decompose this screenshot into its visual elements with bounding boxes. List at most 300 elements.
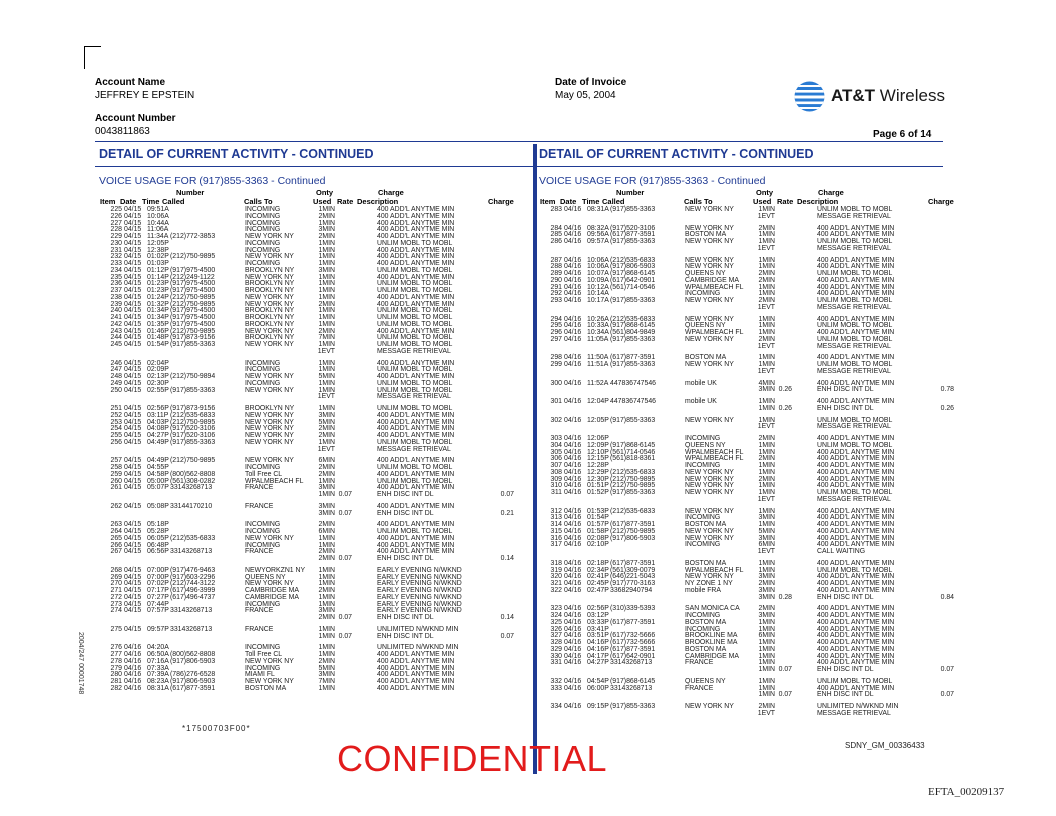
cell-called: (917)770-3163 <box>610 580 656 587</box>
cell-used: 2MIN <box>758 580 775 587</box>
cell-time: 08:31A <box>147 684 169 692</box>
cell-time: 02:08P <box>587 534 609 542</box>
cell-description: UNLIM MOBL TO MOBL <box>817 297 893 304</box>
cell-calls-to: BROOKLYN NY <box>245 405 295 412</box>
cell-calls-to: INCOMING <box>685 612 721 619</box>
cell-used: 1MIN <box>758 283 775 291</box>
cell-description: 400 ADD'L ANYTME MIN <box>377 411 455 419</box>
cell-called: (212)750-9895 <box>610 482 656 490</box>
cell-description: 400 ADD'L ANYTME MIN <box>817 276 895 284</box>
table-row <box>100 633 520 640</box>
cell-description: 400 ADD'L ANYTME MIN <box>377 206 455 213</box>
brand-rest: Wireless <box>875 86 945 105</box>
cell-calls-to: FRANCE <box>245 484 274 492</box>
cell-calls-to: QUEENS NY <box>685 677 726 685</box>
cell-time: 05:28P <box>147 528 169 535</box>
cell-called: (617)732-5666 <box>610 632 656 640</box>
cell-description: UNLIM MOBL TO MOBL <box>817 238 893 245</box>
cell-description: MESSAGE RETRIEVAL <box>817 212 891 220</box>
cell-description: 400 ADD'L ANYTME MIN <box>817 329 895 336</box>
cell-item: 240 <box>110 307 122 315</box>
cell-date: 04/15 <box>124 548 142 556</box>
cell-used: 1MIN <box>318 280 335 288</box>
cell-called: (561)308-0282 <box>170 477 216 485</box>
cell-item: 260 <box>110 477 122 485</box>
cell-called: (917)868-6145 <box>610 677 656 685</box>
cell-called: (617)642-0901 <box>610 276 656 284</box>
cell-calls-to: NEW YORK NY <box>245 293 294 301</box>
cell-used: 1MIN <box>318 219 335 227</box>
table-row <box>540 386 960 393</box>
cell-date: 04/16 <box>564 507 582 515</box>
cell-description: 400 ADD'L ANYTME MIN <box>817 625 895 633</box>
cell-description: UNLIM MOBL TO MOBL <box>377 314 453 321</box>
cell-date: 04/16 <box>564 276 582 284</box>
cell-used: 1MIN <box>758 361 775 368</box>
cell-time: 10:26A <box>587 315 609 323</box>
cell-date: 04/15 <box>124 233 142 240</box>
cell-calls-to: FRANCE <box>245 502 274 510</box>
cell-used: 1MIN <box>318 307 335 315</box>
cell-used: 1MIN <box>318 580 335 588</box>
cell-description: CALL WAITING <box>817 548 866 555</box>
cell-item: 250 <box>110 386 122 394</box>
cell-description: ENH DISC INT DL <box>817 666 874 673</box>
cell-calls-to: NEW YORK NY <box>245 373 294 380</box>
cell-item: 225 <box>110 206 122 213</box>
cell-time: 06:00P <box>587 684 609 692</box>
cell-called: (617)877-3591 <box>610 521 656 528</box>
cell-description: 400 ADD'L ANYTME MIN <box>377 246 455 254</box>
header-called-left: Called <box>162 197 185 206</box>
cell-item: 330 <box>550 652 562 660</box>
cell-item: 226 <box>110 212 122 220</box>
cell-description: UNLIM MOBL TO MOBL <box>377 438 453 446</box>
cell-item: 329 <box>550 645 562 653</box>
cell-time: 04:27P <box>147 432 169 439</box>
cell-description: EARLY EVENING N/WKND <box>377 593 462 601</box>
cell-description: 400 ADD'L ANYTME MIN <box>817 645 895 653</box>
cell-date: 04/15 <box>124 212 142 220</box>
cell-used: 1MIN <box>758 263 775 271</box>
cell-date: 04/16 <box>564 361 582 368</box>
cell-description: 400 ADD'L ANYTME MIN <box>817 580 895 587</box>
cell-used: 3MIN <box>758 593 775 601</box>
header-number-right: Number <box>616 188 645 197</box>
cell-date: 04/16 <box>564 645 582 653</box>
cell-description: MESSAGE RETRIEVAL <box>817 423 891 431</box>
cell-time: 11:51A <box>587 361 609 368</box>
cell-rate: 0.26 <box>778 404 792 412</box>
cell-calls-to: WPALMBEACH FL <box>685 283 744 291</box>
header-charge-left: Charge <box>488 197 514 206</box>
cell-date: 04/15 <box>124 625 142 633</box>
cell-calls-to: BOSTON MA <box>245 684 287 692</box>
cell-used: 1MIN <box>318 287 335 294</box>
table-row <box>540 405 960 412</box>
cell-description: 400 ADD'L ANYTME MIN <box>817 290 895 298</box>
cell-calls-to: NY ZONE 1 NY <box>685 580 733 587</box>
cell-description: 400 ADD'L ANYTME MIN <box>817 527 895 535</box>
cell-description: 400 ADD'L ANYTME MIN <box>817 263 895 271</box>
cell-used: 1MIN <box>758 398 775 405</box>
cell-description: 400 ADD'L ANYTME MIN <box>817 315 895 323</box>
cell-calls-to: INCOMING <box>685 462 721 469</box>
cell-used: 1EVT <box>757 548 775 555</box>
cell-description: 400 ADD'L ANYTME MIN <box>817 462 895 469</box>
cell-calls-to: WPALMBEACH FL <box>685 566 744 574</box>
header-description-right: Description <box>797 197 839 206</box>
cell-called: (561)818-8361 <box>610 455 656 463</box>
cell-description: 400 ADD'L ANYTME MIN <box>817 256 895 264</box>
cell-item: 236 <box>110 280 122 288</box>
cell-description: ENH DISC INT DL <box>817 386 874 394</box>
cell-calls-to: NEW YORK NY <box>685 238 734 245</box>
table-row <box>540 594 960 601</box>
cell-time: 04:20A <box>147 644 169 652</box>
cell-used: 1EVT <box>757 709 775 717</box>
cell-time: 07:00P <box>147 573 169 581</box>
cell-used: 3MIN <box>318 607 335 615</box>
cell-used: 1MIN <box>318 541 335 549</box>
cell-date: 04/16 <box>564 315 582 323</box>
cell-used: 1MIN <box>318 273 335 281</box>
cell-item: 257 <box>110 457 122 465</box>
cell-description: 400 ADD'L ANYTME MIN <box>817 514 895 522</box>
cell-description: EARLY EVENING N/WKND <box>377 580 462 588</box>
cell-description: UNLIM MOBL TO MOBL <box>377 341 453 348</box>
cell-date: 04/15 <box>124 366 142 374</box>
cell-calls-to: NEWYORKZN1 NY <box>245 566 306 574</box>
cell-used: 1MIN <box>758 507 775 515</box>
cell-called: (917)806-5903 <box>610 534 656 542</box>
cell-calls-to: NEW YORK NY <box>245 457 294 465</box>
cell-description: 400 ADD'L ANYTME MIN <box>377 212 455 220</box>
cell-description: 400 ADD'L ANYTME MIN <box>377 233 455 240</box>
cell-rate: 0.07 <box>338 614 352 621</box>
cell-item: 302 <box>550 416 562 424</box>
cell-item: 323 <box>550 605 562 613</box>
cell-used: 1MIN <box>758 691 775 699</box>
cell-date: 04/16 <box>564 559 582 567</box>
cell-description: 400 ADD'L ANYTME MIN <box>817 507 895 515</box>
cell-description: 400 ADD'L ANYTME MIN <box>377 671 455 679</box>
cell-description: 400 ADD'L ANYTME MIN <box>817 573 895 581</box>
table-row <box>540 304 960 311</box>
cell-used: 3MIN <box>758 586 775 594</box>
cell-used: 1MIN <box>758 468 775 476</box>
cell-time: 01:57P <box>587 521 609 528</box>
cell-used: 3MIN <box>318 502 335 510</box>
cell-description: 400 ADD'L ANYTME MIN <box>817 559 895 567</box>
cell-used: 1MIN <box>318 341 335 348</box>
cell-description: 400 ADD'L ANYTME MIN <box>817 541 895 549</box>
cell-description: 400 ADD'L ANYTME MIN <box>377 273 455 281</box>
cell-used: 5MIN <box>758 527 775 535</box>
cell-description: ENH DISC INT DL <box>377 632 434 640</box>
cell-item: 271 <box>110 587 122 594</box>
cell-used: 2MIN <box>318 548 335 556</box>
cell-used: 1MIN <box>758 566 775 574</box>
cell-rate: 0.07 <box>338 555 352 562</box>
cell-time: 10:12A <box>587 283 609 291</box>
cell-time: 06:48P <box>147 541 169 549</box>
cell-used: 3MIN <box>758 573 775 581</box>
cell-description: 400 ADD'L ANYTME MIN <box>817 482 895 490</box>
cell-used: 1EVT <box>757 303 775 311</box>
cell-date: 04/15 <box>124 219 142 227</box>
table-row <box>540 496 960 503</box>
cell-time: 04:49P <box>147 438 169 446</box>
cell-description: 400 ADD'L ANYTME MIN <box>817 632 895 640</box>
cell-date: 04/15 <box>124 386 142 394</box>
cell-item: 230 <box>110 239 122 247</box>
cell-calls-to: NEW YORK NY <box>245 253 294 261</box>
cell-called: (917)855-3363 <box>610 206 656 213</box>
cell-called: (212)535-6833 <box>610 468 656 476</box>
cell-description: UNLIM MOBL TO MOBL <box>377 477 453 485</box>
cell-used: 2MIN <box>758 605 775 613</box>
cell-date: 04/15 <box>124 541 142 549</box>
cell-item: 294 <box>550 315 562 323</box>
cell-called: (917)868-6145 <box>610 270 656 277</box>
cell-time: 01:46P <box>147 327 169 335</box>
cell-date: 04/16 <box>564 416 582 424</box>
cell-calls-to: FRANCE <box>685 659 714 667</box>
cell-calls-to: SAN MONICA CA <box>685 605 740 613</box>
cell-description: UNLIM MOBL TO MOBL <box>817 322 893 330</box>
cell-calls-to: NEW YORK NY <box>245 273 294 281</box>
cell-time: 04:54P <box>587 677 609 685</box>
cell-calls-to: INCOMING <box>245 219 281 227</box>
cell-description: 400 ADD'L ANYTME MIN <box>377 359 455 367</box>
cell-calls-to: MIAMI FL <box>245 671 275 679</box>
cell-date: 04/16 <box>564 329 582 336</box>
cell-date: 04/16 <box>124 657 142 665</box>
cell-calls-to: INCOMING <box>685 290 721 298</box>
cell-called: (917)806-5903 <box>170 678 216 685</box>
cell-time: 07:00P <box>147 566 169 574</box>
cell-calls-to: NEW YORK NY <box>245 657 294 665</box>
cell-time: 08:31A <box>587 206 609 213</box>
cell-time: 01:12P <box>147 266 169 274</box>
cell-description: MESSAGE RETRIEVAL <box>817 342 891 350</box>
cell-date: 04/16 <box>124 671 142 679</box>
cell-time: 11:05A <box>587 335 609 343</box>
cell-item: 245 <box>110 341 122 348</box>
cell-time: 02:34P <box>587 566 609 574</box>
cell-calls-to: CAMBRIDGE MA <box>245 587 299 594</box>
cell-time: 11:50A <box>587 354 609 362</box>
cell-called: (646)221-5043 <box>610 573 656 581</box>
cell-called: (212)772-3853 <box>170 233 216 240</box>
cell-called: 33143268713 <box>610 684 653 692</box>
cell-called: (617)732-5666 <box>610 639 656 646</box>
table-row <box>540 423 960 430</box>
cell-time: 10:06A <box>147 212 169 220</box>
cell-item: 291 <box>550 283 562 291</box>
cell-description: UNLIM MOBL TO MOBL <box>817 441 893 449</box>
cell-called: (617)877-3591 <box>610 618 656 626</box>
cell-item: 290 <box>550 276 562 284</box>
cell-calls-to: INCOMING <box>245 212 281 220</box>
cell-calls-to: INCOMING <box>245 541 281 549</box>
cell-item: 305 <box>550 448 562 456</box>
cell-item: 242 <box>110 320 122 328</box>
cell-date: 04/15 <box>124 300 142 308</box>
table-row <box>540 666 960 673</box>
cell-description: 400 ADD'L ANYTME MIN <box>817 652 895 660</box>
cell-time: 08:32A <box>587 224 609 232</box>
table-row <box>100 446 520 453</box>
cell-description: 400 ADD'L ANYTME MIN <box>377 664 455 672</box>
cell-date: 04/16 <box>124 678 142 685</box>
cell-called: (212)750-9895 <box>610 527 656 535</box>
cell-item: 248 <box>110 373 122 380</box>
cell-calls-to: NEW YORK NY <box>685 527 734 535</box>
cell-date: 04/15 <box>124 327 142 335</box>
cell-description: UNLIM MOBL TO MOBL <box>377 307 453 315</box>
section-title-left: DETAIL OF CURRENT ACTIVITY - CONTINUED <box>99 147 374 161</box>
cell-description: UNLIM MOBL TO MOBL <box>377 379 453 387</box>
cell-calls-to: Toll Free CL <box>245 651 283 658</box>
cell-used: 2MIN <box>758 455 775 463</box>
cell-used: 6MIN <box>758 632 775 640</box>
cell-description: UNLIM MOBL TO MOBL <box>817 416 893 424</box>
cell-used: 2MIN <box>318 425 335 433</box>
cell-time: 10:09A <box>587 276 609 284</box>
cell-item: 234 <box>110 266 122 274</box>
cell-time: 02:10P <box>587 541 609 549</box>
cell-description: UNLIM MOBL TO MOBL <box>817 489 893 496</box>
cell-time: 04:16P <box>587 639 609 646</box>
cell-description: UNLIM MOBL TO MOBL <box>377 366 453 374</box>
cell-item: 231 <box>110 246 122 254</box>
cell-used: 1MIN <box>758 448 775 456</box>
cell-calls-to: NEW YORK NY <box>245 418 294 426</box>
cell-calls-to: INCOMING <box>245 528 281 535</box>
cell-date: 04/16 <box>564 256 582 264</box>
cell-item: 273 <box>110 600 122 608</box>
cell-time: 12:15P <box>587 455 609 463</box>
cell-used: 1EVT <box>757 423 775 431</box>
cell-calls-to: INCOMING <box>685 541 721 549</box>
cell-time: 01:58P <box>587 527 609 535</box>
cell-time: 04:58P <box>147 470 169 478</box>
cell-charge: 0.07 <box>500 491 514 498</box>
cell-item: 307 <box>550 462 562 469</box>
cell-item: 272 <box>110 593 122 601</box>
cell-item: 334 <box>550 703 562 710</box>
cell-used: 1MIN <box>318 600 335 608</box>
cell-description: 400 ADD'L ANYTME MIN <box>817 398 895 405</box>
cell-item: 254 <box>110 425 122 433</box>
cell-description: 400 ADD'L ANYTME MIN <box>377 432 455 439</box>
cell-calls-to: INCOMING <box>245 226 281 234</box>
table-row <box>540 691 960 698</box>
cell-rate: 0.26 <box>778 386 792 394</box>
cell-rate: 0.07 <box>778 691 792 699</box>
cell-called: (917)520-3106 <box>170 425 216 433</box>
cell-calls-to: QUEENS NY <box>245 573 286 581</box>
cell-used: 3MIN <box>318 226 335 234</box>
cell-description: 400 ADD'L ANYTME MIN <box>377 548 455 556</box>
cell-used: 1EVT <box>757 212 775 220</box>
cell-used: 2MIN <box>758 703 775 710</box>
cell-time: 04:08P <box>147 425 169 433</box>
cell-used: 1MIN <box>318 320 335 328</box>
cell-time: 04:03P <box>147 418 169 426</box>
cell-description: 400 ADD'L ANYTME MIN <box>817 684 895 692</box>
cell-charge: 0.78 <box>940 386 954 394</box>
cell-date: 04/16 <box>564 297 582 304</box>
cell-description: 400 ADD'L ANYTME MIN <box>817 379 895 387</box>
cell-used: 2MIN <box>758 335 775 343</box>
cell-date: 04/16 <box>564 441 582 449</box>
cell-calls-to: NEW YORK NY <box>685 534 734 542</box>
cell-used: 1MIN <box>318 566 335 574</box>
cell-used: 1MIN <box>318 206 335 213</box>
cell-time: 01:54P <box>587 514 609 522</box>
cell-calls-to: CAMBRIDGE MA <box>685 276 739 284</box>
cell-date: 04/16 <box>564 612 582 619</box>
confidential-stamp: CONFIDENTIAL <box>337 738 608 779</box>
cell-item: 298 <box>550 354 562 362</box>
header-item-left: Item <box>100 197 116 206</box>
cell-called: 33143268713 <box>170 484 213 492</box>
cell-called: 33143268713 <box>170 607 213 615</box>
cell-item: 228 <box>110 226 122 234</box>
cell-used: 1EVT <box>757 367 775 375</box>
cell-time: 04:17P <box>587 652 609 660</box>
cell-time: 10:33A <box>587 322 609 330</box>
cell-description: 400 ADD'L ANYTME MIN <box>377 226 455 234</box>
cell-calls-to: BROOKLYN NY <box>245 334 295 342</box>
cell-date: 04/15 <box>124 573 142 581</box>
cell-description: MESSAGE RETRIEVAL <box>377 347 451 355</box>
cell-time: 02:30P <box>147 379 169 387</box>
cell-used: 1MIN <box>758 645 775 653</box>
header-onty-right: Onty <box>756 188 774 197</box>
cell-time: 05:07P <box>147 484 169 492</box>
cell-calls-to: INCOMING <box>245 246 281 254</box>
cell-calls-to: BOSTON MA <box>685 645 727 653</box>
cell-called: (917)855-3363 <box>170 386 216 394</box>
cell-date: 04/15 <box>124 418 142 426</box>
cell-calls-to: NEW YORK NY <box>245 432 294 439</box>
cell-used: 1MIN <box>318 239 335 247</box>
cell-date: 04/16 <box>564 206 582 213</box>
cell-time: 05:00P <box>147 477 169 485</box>
cell-calls-to: INCOMING <box>685 435 721 442</box>
cell-calls-to: NEW YORK NY <box>685 297 734 304</box>
cell-used: 1MIN <box>318 644 335 652</box>
cell-time: 01:53P <box>587 507 609 515</box>
cell-time: 01:34P <box>147 307 169 315</box>
table-row <box>100 491 520 498</box>
cell-used: 2MIN <box>758 435 775 442</box>
cell-time: 06:56P <box>147 548 169 556</box>
cell-calls-to: NEW YORK NY <box>685 224 734 232</box>
cell-calls-to: NEW YORK NY <box>685 507 734 515</box>
cell-used: 2MIN <box>318 587 335 594</box>
cell-used: 2MIN <box>758 224 775 232</box>
cell-used: 6MIN <box>318 528 335 535</box>
table-row <box>540 213 960 220</box>
cell-date: 04/16 <box>564 231 582 239</box>
cell-date: 04/15 <box>124 432 142 439</box>
cell-date: 04/16 <box>564 625 582 633</box>
